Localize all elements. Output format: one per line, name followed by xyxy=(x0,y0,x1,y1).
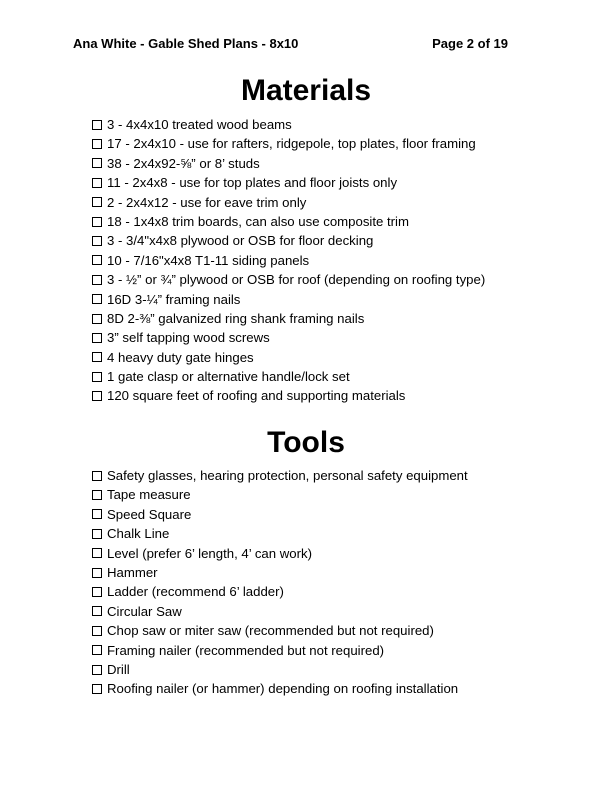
tools-item xyxy=(92,466,468,485)
checkbox-icon[interactable] xyxy=(92,606,102,616)
materials-item-label: 120 square feet of roofing and supporting materials xyxy=(107,388,406,404)
page-header xyxy=(73,36,508,54)
tools-item xyxy=(92,485,468,504)
materials-item xyxy=(92,290,485,309)
page-number: Page 2 of 19 xyxy=(432,36,508,51)
checkbox-icon[interactable] xyxy=(92,197,102,207)
checkbox-icon[interactable] xyxy=(92,626,102,636)
materials-item-label: 38 - 2x4x92-⅝” or 8’ studs xyxy=(107,155,260,171)
materials-item xyxy=(92,251,485,270)
materials-item xyxy=(92,193,485,212)
materials-item-label: 3 - 4x4x10 treated wood beams xyxy=(107,117,292,132)
tools-item xyxy=(92,602,468,621)
tools-item-label: Hammer xyxy=(107,564,158,580)
materials-item-label: 3” self tapping wood screws xyxy=(107,330,270,346)
materials-item xyxy=(92,309,485,328)
document-title: Ana White - Gable Shed Plans - 8x10 xyxy=(73,36,299,51)
checkbox-icon[interactable] xyxy=(92,548,102,558)
checkbox-icon[interactable] xyxy=(92,294,102,304)
checkbox-icon[interactable] xyxy=(92,529,102,539)
tools-item xyxy=(92,582,468,601)
materials-item xyxy=(92,115,485,134)
materials-heading: Materials xyxy=(240,74,372,107)
materials-item-label: 3 - 3/4"x4x8 plywood or OSB for floor decking xyxy=(107,233,374,249)
tools-list xyxy=(92,466,468,699)
checkbox-icon[interactable] xyxy=(92,120,102,130)
checkbox-icon[interactable] xyxy=(92,645,102,655)
checkbox-icon[interactable] xyxy=(92,158,102,168)
materials-item-label: 17 - 2x4x10 - use for rafters, ridgepole, top plates, floor framing xyxy=(107,136,476,152)
checkbox-icon[interactable] xyxy=(92,333,102,343)
materials-item xyxy=(92,386,485,405)
materials-item xyxy=(92,270,485,289)
materials-item-label: 3 - ½” or ¾” plywood or OSB for roof (depending on roofing type) xyxy=(107,272,486,288)
materials-item-label: 8D 2-⅜” galvanized ring shank framing nails xyxy=(107,310,365,326)
materials-item xyxy=(92,134,485,153)
checkbox-icon[interactable] xyxy=(92,568,102,578)
tools-item-label: Safety glasses, hearing protection, personal safety equipment xyxy=(107,468,468,483)
tools-item-label: Circular Saw xyxy=(107,603,182,619)
checkbox-icon[interactable] xyxy=(92,314,102,324)
tools-item xyxy=(92,641,468,660)
checkbox-icon[interactable] xyxy=(92,275,102,285)
checkbox-icon[interactable] xyxy=(92,255,102,265)
checkbox-icon[interactable] xyxy=(92,352,102,362)
tools-item xyxy=(92,621,468,640)
checkbox-icon[interactable] xyxy=(92,178,102,188)
checkbox-icon[interactable] xyxy=(92,471,102,481)
materials-item-label: 10 - 7/16"x4x8 T1-11 siding panels xyxy=(107,252,310,268)
tools-item-label: Level (prefer 6’ length, 4’ can work) xyxy=(107,545,312,561)
tools-item xyxy=(92,679,468,698)
tools-item-label: Ladder (recommend 6’ ladder) xyxy=(107,584,284,600)
checkbox-icon[interactable] xyxy=(92,236,102,246)
materials-item-label: 1 gate clasp or alternative handle/lock set xyxy=(107,369,350,385)
materials-item-label: 2 - 2x4x12 - use for eave trim only xyxy=(107,194,307,210)
checkbox-icon[interactable] xyxy=(92,684,102,694)
checkbox-icon[interactable] xyxy=(92,490,102,500)
tools-item xyxy=(92,660,468,679)
materials-item xyxy=(92,212,485,231)
materials-item-label: 4 heavy duty gate hinges xyxy=(107,349,254,365)
materials-item xyxy=(92,231,485,250)
tools-item-label: Tape measure xyxy=(107,487,191,503)
materials-item-label: 18 - 1x4x8 trim boards, can also use composite trim xyxy=(107,213,409,229)
checkbox-icon[interactable] xyxy=(92,217,102,227)
tools-item-label: Framing nailer (recommended but not required) xyxy=(107,642,385,658)
checkbox-icon[interactable] xyxy=(92,372,102,382)
materials-item-label: 16D 3-¼” framing nails xyxy=(107,291,241,307)
checkbox-icon[interactable] xyxy=(92,587,102,597)
tools-item-label: Speed Square xyxy=(107,506,192,522)
tools-heading: Tools xyxy=(267,426,345,459)
checkbox-icon[interactable] xyxy=(92,139,102,149)
tools-item-label: Drill xyxy=(107,661,130,677)
checkbox-icon[interactable] xyxy=(92,665,102,675)
materials-item xyxy=(92,173,485,192)
tools-item xyxy=(92,505,468,524)
checkbox-icon[interactable] xyxy=(92,509,102,519)
materials-item xyxy=(92,348,485,367)
materials-item-label: 11 - 2x4x8 - use for top plates and floor joists only xyxy=(107,175,398,191)
tools-item xyxy=(92,563,468,582)
materials-item xyxy=(92,328,485,347)
materials-list xyxy=(92,115,485,406)
materials-item xyxy=(92,154,485,173)
tools-item xyxy=(92,524,468,543)
tools-item xyxy=(92,544,468,563)
tools-item-label: Chalk Line xyxy=(107,526,170,542)
materials-item xyxy=(92,367,485,386)
tools-item-label: Roofing nailer (or hammer) depending on roofing installation xyxy=(107,681,459,697)
tools-item-label: Chop saw or miter saw (recommended but not required) xyxy=(107,623,434,639)
checkbox-icon[interactable] xyxy=(92,391,102,401)
